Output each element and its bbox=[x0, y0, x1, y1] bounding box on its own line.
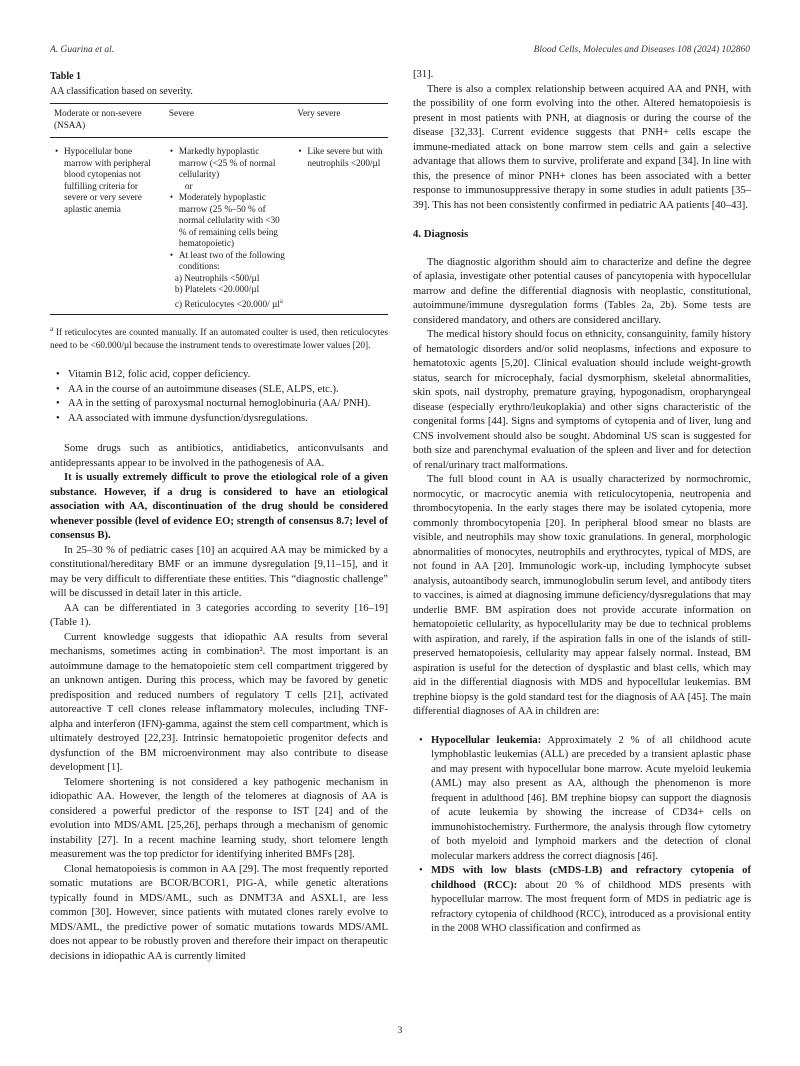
table-or: or bbox=[184, 180, 193, 191]
paragraph: Some drugs such as antibiotics, antidiabetics, anticonvulsants and antidepressants appear to be involved in the pathogenesis of AA. bbox=[50, 443, 388, 469]
paragraph: AA can be differentiated in 3 categories according to severity [16–19] (Table 1). bbox=[50, 602, 388, 629]
table-cell-severe bbox=[165, 138, 293, 315]
running-header-journal: Blood Cells, Molecules and Diseases 108 (2024) 102860 bbox=[533, 45, 750, 55]
condition-reticulocytes: c) Reticulocytes <20.000/ µl$^a$ bbox=[174, 296, 283, 309]
list-item: • MDS with low blasts (cMDS-LB) and refractory cytopenia of childhood (RCC): about 20 % of childhood MDS presents with hypocellular marrow. The most frequent form of MDS in pediatric age is refractory cytopenia of childhood (RCC), introduced as a provisional entity in the 2008 WHO classification and confirmed as bbox=[431, 864, 751, 937]
table-header-moderate: Moderate or non-severe (NSAA) bbox=[50, 104, 165, 138]
page-number: 3 bbox=[397, 1026, 403, 1036]
table-header-severe: Severe bbox=[165, 104, 293, 138]
list-item: • Hypocellular leukemia: Approximately 2 % of all childhood acute lymphoblastic leukemias (ALL) are preceded by a transient aplastic phase and may present with hypocellular bone marrow. Acute myeloid leukemia (AML) may also present as AA, although the phenomenon is more frequent in adulthood [46]. BM trephine biopsy can support the diagnosis of acute leukemia by showing the increase of CD34+ cells on immunohistochemistry. Furthermore, the analysis through flow cytometry of both myeloid and lymphoid markers and the detection of clonal molecular markers address the correct diagnosis [46]. bbox=[431, 734, 751, 865]
table-bullet: • Moderately hypoplastic marrow (25 %–50 % of normal cellularity with <30 % of remaining cells being hematopoietic) bbox=[179, 192, 289, 250]
table-bullet: • At least two of the following conditions: bbox=[179, 250, 289, 273]
table-bullet: • Like severe but with neutrophils <200/µl bbox=[307, 146, 384, 169]
paragraph-continuation: [31]. bbox=[413, 69, 434, 80]
table-bullet: • Hypocellular bone marrow with peripheral blood cytopenias not fulfilling criteria for severe or very severe aplastic anemia bbox=[64, 146, 161, 215]
recommendation-paragraph: It is usually extremely difficult to prove the etiological role of a given substance. However, if a drug is considered to have an etiological association with AA, discontinuation of the drug should be considered whenever possible (level of evidence EO; strength of consensus 8.7; level of consensus B). bbox=[50, 472, 388, 542]
paragraph: Telomere shortening is not considered a key pathogenic mechanism in idiopathic AA. However, the length of the telomeres at diagnosis of AA is considered a powerful predictor of the response to IST [24] and of the evolution into MDS/AML [25,26], perhaps through a mechanism of genomic instability [27]. In a recent machine learning study, short telomere length measurement was the top predictor for identifying inherited BMFs [28]. bbox=[50, 776, 388, 861]
table-caption: AA classification based on severity. bbox=[50, 85, 193, 97]
severity-table bbox=[50, 103, 388, 315]
paragraph: In 25–30 % of pediatric cases [10] an acquired AA may be mimicked by a constitutional/hereditary BMF or an immune dysregulation [9,11–15], and it may be very difficult to differentiate these entities. This “diagnostic challenge” will be discussed in detail later in this article. bbox=[50, 544, 388, 600]
table-header-very-severe: Very severe bbox=[293, 104, 388, 138]
list-item: • AA in the course of an autoimmune diseases (SLE, ALPS, etc.). bbox=[68, 383, 388, 398]
paragraph: Clonal hematopoiesis is common in AA [29]. The most frequently reported somatic mutations are BCOR/BCOR1, PIG-A, while genetic alterations typically found in MDS/AML, such as DNMT3A and ASXL1, are less common [30]. However, since patients with mutated clones rarely evolve to MDS/AML, the predictive power of somatic mutations towards MDS/AML does not appear to be robustly proven and therefore their impact on therapeutic decisions in idiopathic AA is currently limited bbox=[50, 863, 388, 962]
table-bullet: • Markedly hypoplastic marrow (<25 % of normal cellularity) bbox=[179, 146, 289, 181]
list-item: • AA associated with immune dysfunction/dysregulations. bbox=[68, 412, 388, 427]
paragraph: The full blood count in AA is usually characterized by normochromic, normocytic, or macrocytic anemia with reticulocytopenia, neutropenia and thrombocytopenia. In the early stages there may be isolated cytopenia, more commonly thrombocytopenia [20]. In peripheral blood smear no blasts are visible, and neutrophils may show toxic granulations. In general, morphologic abnormalities of monocytes, neutrophils and erythrocytes, typical of MDS, are not found in AA [20]. Immunologic work-up, including lymphocyte subset analysis, autoantibody search, immunoglobulin serum level, and antibody titers to vaccines, is aimed at diagnosing immune deficiency/dysregulations that may underlie BMF. BM aspiration does not provide accurate information on hematopoietic cellularity, as hypocellularity may be due to technical problems with aspiration, and rarely, if the aspiration falls in one of the islands of still-preserved hematopoiesis, cellularity may appear falsely normal. Instead, BM aspiration is useful for the detection of dysplastic and blast cells, which may aid in the differential diagnosis with MDS and hypocellular leukemias. BM trephine biopsy is the gold standard test for the diagnosis of AA [45]. The main differential diagnoses of AA in children are: bbox=[413, 474, 751, 717]
table-cell-moderate bbox=[50, 138, 165, 315]
paragraph: The diagnostic algorithm should aim to characterize and define the degree of aplasia, investigate other potential causes of pancytopenia with hypocellular marrow and define the differential diagnosis with neoplastic, constitutional, autoimmune/immune dysregulation forms (Tables 2a, 2b). Some tests are considered mandatory, and others are considered ancillary. bbox=[413, 256, 751, 326]
list-item: • Vitamin B12, folic acid, copper deficiency. bbox=[68, 368, 388, 383]
list-item: • AA in the setting of paroxysmal nocturnal hemoglobinuria (AA/ PNH). bbox=[68, 397, 388, 412]
table-cell-very-severe bbox=[293, 138, 388, 315]
table-footnote: $^a$ If reticulocytes are counted manually. If an automated coulter is used, then reticulocytes need to be <60.000/µl because the instrument tends to overestimate lower values [20]. bbox=[50, 325, 388, 351]
paragraph: Current knowledge suggests that idiopathic AA results from several mechanisms, sometimes acting in combination². The most important is an autoimmune damage to the hematopoietic stem cell compartment triggered by an unknown antigen. During this process, which may be favored by genetic predisposition and reduced numbers of regulatory T cells [21], activated autoreactive T cell clones release inflammatory molecules, including TNF-alpha and interferon (IFN)-gamma, against the stem cell compartment, which is ultimately destroyed [22,23]. Intrinsic hematopoietic progenitor defects and dysfunction of the BM microenvironment may also contribute to disease development [1]. bbox=[50, 631, 388, 774]
paragraph: There is also a complex relationship between acquired AA and PNH, with the possibility of one form evolving into the other. Altered hematopoiesis is present in most patients with PNH, at diagnosis or during the course of the disease [32,33]. Current evidence suggests that PNH+ cells escape the immune-mediated attack on bone marrow stem cells and gain a selective advantage that allows them to survive, proliferate and expand [34]. In line with this, the presence of minor PNH+ clones has been associated with a better response to immunosuppressive therapy in some studies in adult patients [35–39]. This has not been consistently confirmed in pediatric AA patients [40–43]. bbox=[413, 83, 751, 211]
cause-list bbox=[50, 368, 388, 426]
right-column bbox=[413, 68, 751, 937]
condition-neutrophils: a) Neutrophils <500/µl bbox=[174, 272, 260, 283]
table-label: Table 1 bbox=[50, 71, 82, 82]
left-column bbox=[50, 68, 388, 964]
section-heading: 4. Diagnosis bbox=[413, 228, 469, 240]
paragraph: The medical history should focus on ethnicity, consanguinity, family history of hematologic disorders and/or solid neoplasms, infections and exposure to hematotoxic agents [5,20]. Clinical evaluation should include weight-growth status, search for microcephaly, facial dysmorphism, skeletal abnormalities, skin spots, nail dystrophy, premature graying, hypogonadism, oropharyngeal disease (especially erythro/leukoplakia) and other signs characteristic of the congenital forms [44]. Signs and symptoms of cytopenia and of liver, lung and CNS involvement should also be sought. Abdominal US scan is suggested for both size and parenchymal evaluation of the spleen and liver and for detection of renal/urinary tract malformations. bbox=[413, 329, 751, 471]
condition-platelets: b) Platelets <20.000/µl bbox=[174, 284, 260, 294]
differential-list bbox=[413, 734, 751, 937]
running-header-authors: A. Guarina et al. bbox=[50, 45, 115, 55]
